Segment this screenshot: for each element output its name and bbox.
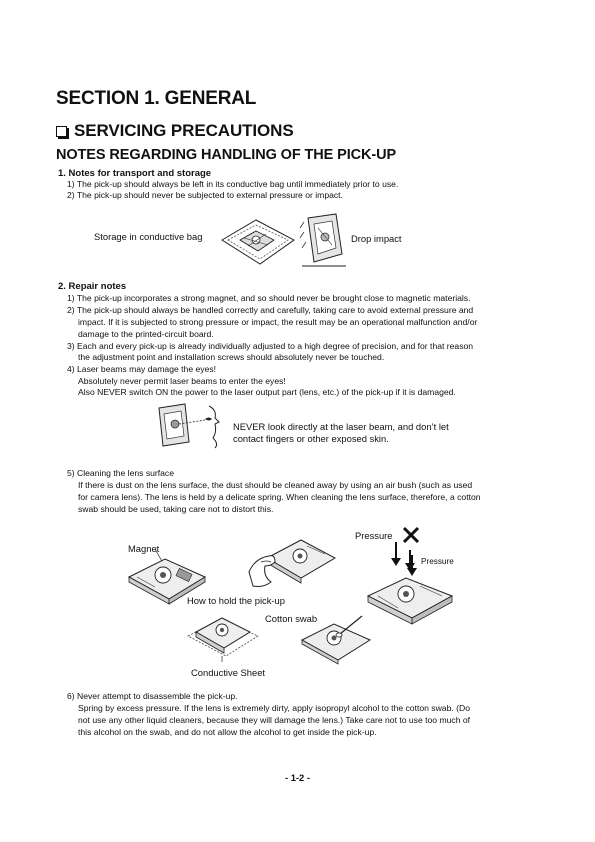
label-pressure-main: Pressure bbox=[355, 530, 393, 541]
laser-eye-illustration bbox=[155, 402, 229, 448]
laser-caption-2: contact fingers or other exposed skin. bbox=[233, 433, 389, 444]
notes-title: NOTES REGARDING HANDLING OF THE PICK-UP bbox=[56, 147, 397, 163]
pickup-hold-illustration bbox=[245, 532, 337, 594]
disassemble-line-3: not use any other liquid cleaners, because they will damage the lens.) Take care not to use too much of bbox=[78, 715, 471, 725]
servicing-heading bbox=[56, 121, 294, 141]
caption-storage: Storage in conductive bag bbox=[94, 231, 203, 242]
servicing-title: SERVICING PRECAUTIONS bbox=[74, 121, 294, 140]
laser-caption-1: NEVER look directly at the laser beam, and don’t let bbox=[233, 421, 449, 432]
cleaning-line-1: 5) Cleaning the lens surface bbox=[67, 468, 175, 478]
repair-line-1: 1) The pick-up incorporates a strong magnet, and so should never be brought close to magnetic materials. bbox=[67, 293, 471, 303]
pickup-pressure-illustration bbox=[364, 568, 456, 628]
disassemble-line-1: 6) Never attempt to disassemble the pick-up. bbox=[67, 691, 238, 701]
disassemble-line-2: Spring by excess pressure. If the lens is extremely dirty, apply isopropyl alcohol to the cotton swab. (Do bbox=[78, 703, 470, 713]
repair-line-5: 3) Each and every pick-up is already individually adjusted to a high degree of precision, and for that reason bbox=[67, 341, 474, 351]
label-cotton-swab: Cotton swab bbox=[265, 613, 318, 624]
pickup-cotton-swab-illustration bbox=[300, 612, 372, 664]
disassemble-line-4: this alcohol on the swab, and do not allow the alcohol to get inside the pick-up. bbox=[78, 727, 377, 737]
pickup-magnet-illustration bbox=[125, 549, 209, 605]
drop-impact-illustration bbox=[298, 212, 348, 270]
transport-item-1: 1) The pick-up should always be left in its conductive bag until immediately prior to use. bbox=[67, 179, 399, 189]
label-how-to-hold: How to hold the pick-up bbox=[187, 595, 285, 606]
cleaning-line-2: If there is dust on the lens surface, the dust should be cleaned away by using an air bush (such as used bbox=[78, 480, 473, 490]
repair-heading: 2. Repair notes bbox=[58, 281, 127, 292]
repair-line-2: 2) The pick-up should always be handled correctly and carefully, taking care to avoid external pressure and bbox=[67, 305, 474, 315]
section-title: SECTION 1. GENERAL bbox=[56, 88, 257, 109]
label-magnet: Magnet bbox=[128, 543, 160, 554]
pickup-in-bag-illustration bbox=[218, 216, 298, 268]
pickup-conductive-sheet-illustration bbox=[186, 606, 260, 662]
cleaning-line-3: for camera lens). The lens is held by a delicate spring. When cleaning the lens surface, therefore, a cotton bbox=[78, 492, 481, 502]
repair-line-7: 4) Laser beams may damage the eyes! bbox=[67, 364, 217, 374]
checkbox-icon bbox=[56, 126, 67, 137]
repair-line-6: the adjustment point and installation screws should absolutely never be touched. bbox=[78, 352, 385, 362]
cleaning-line-4: swab should be used, taking care not to distort this. bbox=[78, 504, 274, 514]
transport-heading: 1. Notes for transport and storage bbox=[58, 168, 212, 179]
repair-line-4: damage to the printed-circuit board. bbox=[78, 329, 214, 339]
repair-line-8: Absolutely never permit laser beams to enter the eyes! bbox=[78, 376, 286, 386]
label-pressure-small: Pressure bbox=[421, 557, 454, 566]
repair-line-9: Also NEVER switch ON the power to the laser output part (lens, etc.) of the pick-up if it is damaged. bbox=[78, 387, 456, 397]
label-conductive-sheet: Conductive Sheet bbox=[191, 667, 266, 678]
transport-item-2: 2) The pick-up should never be subjected to external pressure or impact. bbox=[67, 190, 343, 200]
caption-drop: Drop impact bbox=[351, 233, 402, 244]
repair-line-3: impact. If it is subjected to strong pressure or impact, the result may be an operational malfunction and/or bbox=[78, 317, 478, 327]
page-number: - 1-2 - bbox=[284, 772, 310, 783]
